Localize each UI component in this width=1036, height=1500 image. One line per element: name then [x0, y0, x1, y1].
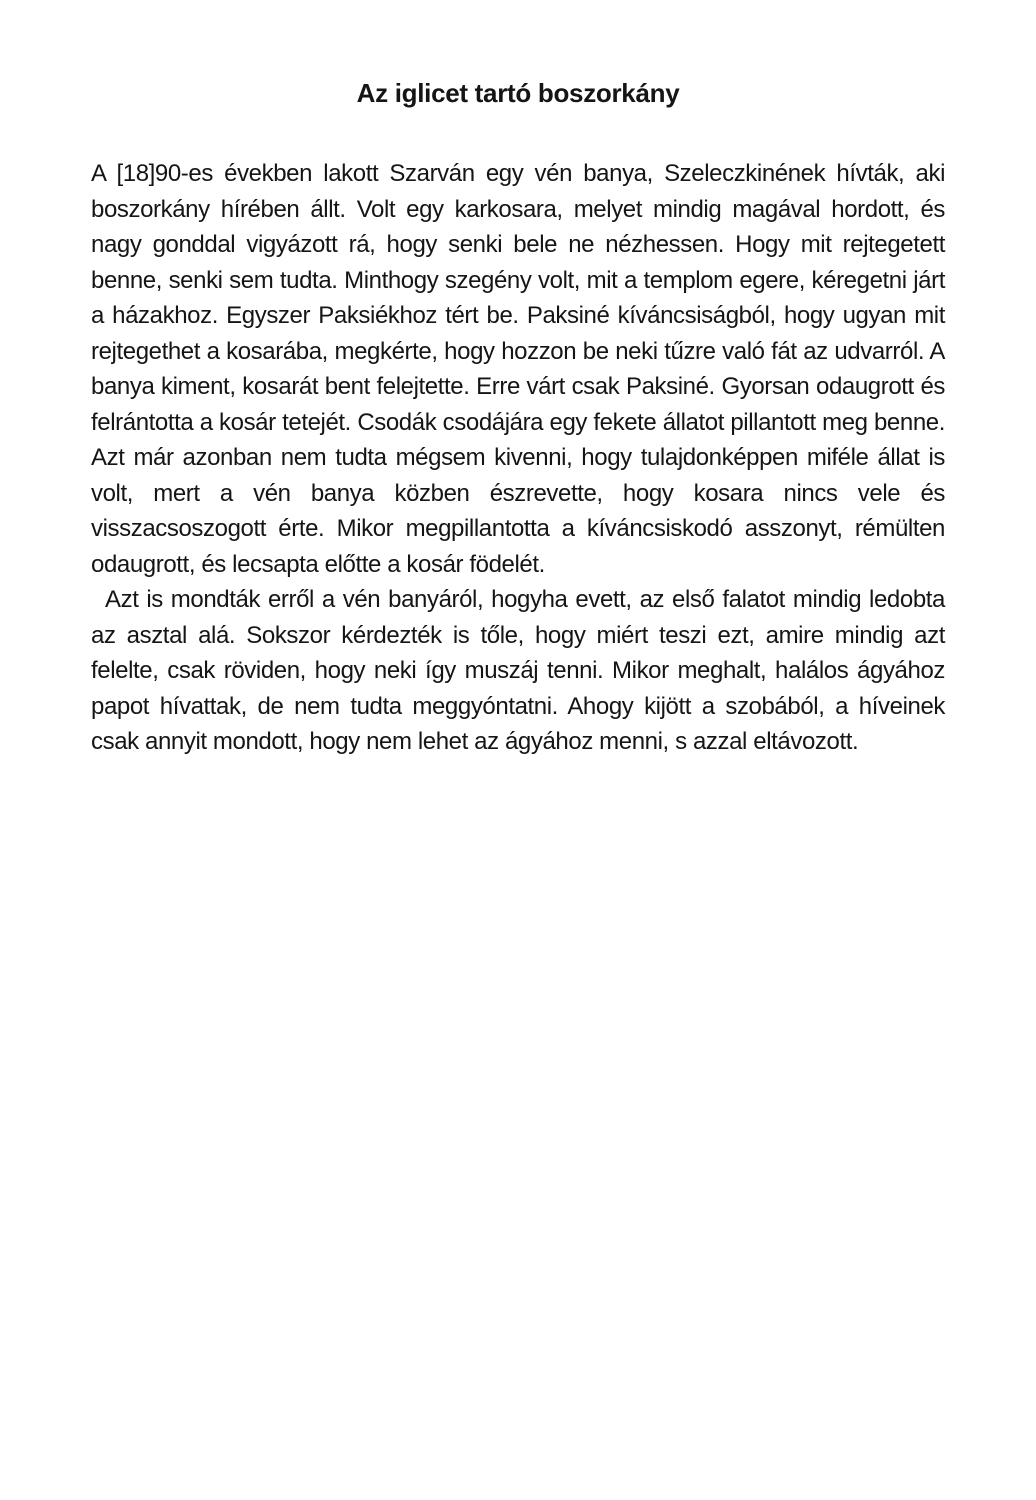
- document-body: [91, 156, 945, 760]
- paragraph: A [18]90-es években lakott Szarván egy vén banya, Szeleczkinének hívták, aki boszorkány hírében állt. Volt egy karkosara, melyet mindig magával hordott, és nagy gonddal vigyázott rá, hogy senki bele ne nézhessen. Hogy mit rejtegetett benne, senki sem tudta. Minthogy szegény volt, mit a templom egere, kéregetni járt a házakhoz. Egyszer Paksiékhoz tért be. Paksiné kíváncsiságból, hogy ugyan mit rejtegethet a kosarába, megkérte, hogy hozzon be neki tűzre való fát az udvarról. A banya kiment, kosarát bent felejtette. Erre várt csak Paksiné. Gyorsan odaugrott és felrántotta a kosár tetejét. Csodák csodájára egy fekete állatot pillantott meg benne. Azt már azonban nem tudta mégsem kivenni, hogy tulajdonképpen miféle állat is volt, mert a vén banya közben észrevette, hogy kosara nincs vele és visszacsoszogott érte. Mikor megpillantotta a kíváncsiskodó asszonyt, rémülten odaugrott, és lecsapta előtte a kosár födelét.: [91, 160, 945, 578]
- page-title: Az iglicet tartó boszorkány: [356, 78, 680, 108]
- paragraph: Azt is mondták erről a vén banyáról, hogyha evett, az első falatot mindig ledobta az asztal alá. Sokszor kérdezték is tőle, hogy miért teszi ezt, amire mindig azt felelte, csak röviden, hogy neki így muszáj tenni. Mikor meghalt, halálos ágyához papot hívattak, de nem tudta meggyóntatni. Ahogy kijött a szobából, a híveinek csak annyit mondott, hogy nem lehet az ágyához menni, s azzal eltávozott.: [91, 586, 945, 755]
